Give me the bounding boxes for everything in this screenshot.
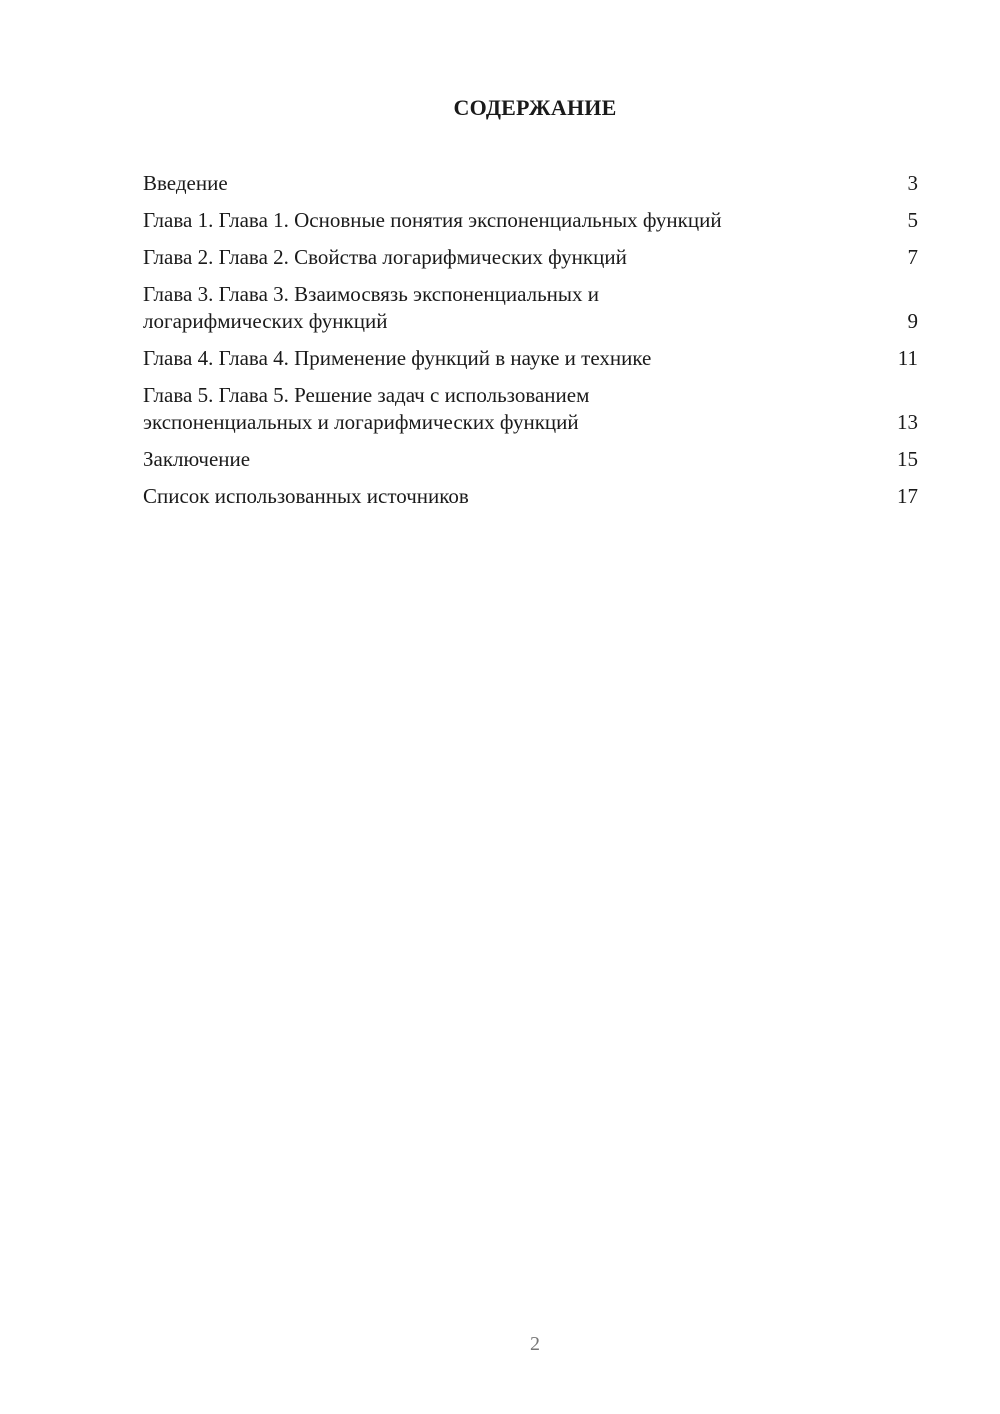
toc-entry-page: 3 [907, 171, 918, 195]
toc-entry-page: 9 [907, 309, 918, 333]
toc-entry-text: Список использованных источников [143, 484, 469, 508]
toc-entry-introduction [143, 170, 918, 197]
toc-entry-text: Глава 1. Глава 1. Основные понятия экспоненциальных функций [143, 208, 722, 232]
toc-entry-chapter-3 [143, 281, 918, 335]
toc-entry-text: Заключение [143, 447, 251, 471]
toc-entry-conclusion [143, 446, 918, 473]
toc-entry-text: Введение [143, 171, 228, 195]
toc-entry-text: Глава 5. Глава 5. Решение задач с использованием экспоненциальных и логарифмических функций [143, 383, 590, 434]
toc-entry-page: 13 [897, 410, 918, 434]
toc-entry-text: Глава 2. Глава 2. Свойства логарифмических функций [143, 245, 627, 269]
page-number: 2 [530, 1333, 540, 1355]
toc-entry-page: 5 [907, 208, 918, 232]
toc-entry-page: 11 [897, 346, 918, 370]
table-of-contents [143, 170, 918, 520]
toc-entry-references [143, 483, 918, 510]
toc-entry-page: 17 [897, 484, 918, 508]
page-title: СОДЕРЖАНИЕ [453, 95, 617, 120]
toc-entry-chapter-5 [143, 382, 918, 436]
toc-entry-chapter-4 [143, 345, 918, 372]
toc-entry-chapter-1 [143, 207, 918, 234]
toc-entry-page: 7 [907, 245, 918, 269]
toc-entry-text: Глава 4. Глава 4. Применение функций в науке и технике [143, 346, 652, 370]
toc-entry-page: 15 [897, 447, 918, 471]
toc-entry-chapter-2 [143, 244, 918, 271]
toc-entry-text: Глава 3. Глава 3. Взаимосвязь экспоненциальных и логарифмических функций [143, 282, 599, 333]
